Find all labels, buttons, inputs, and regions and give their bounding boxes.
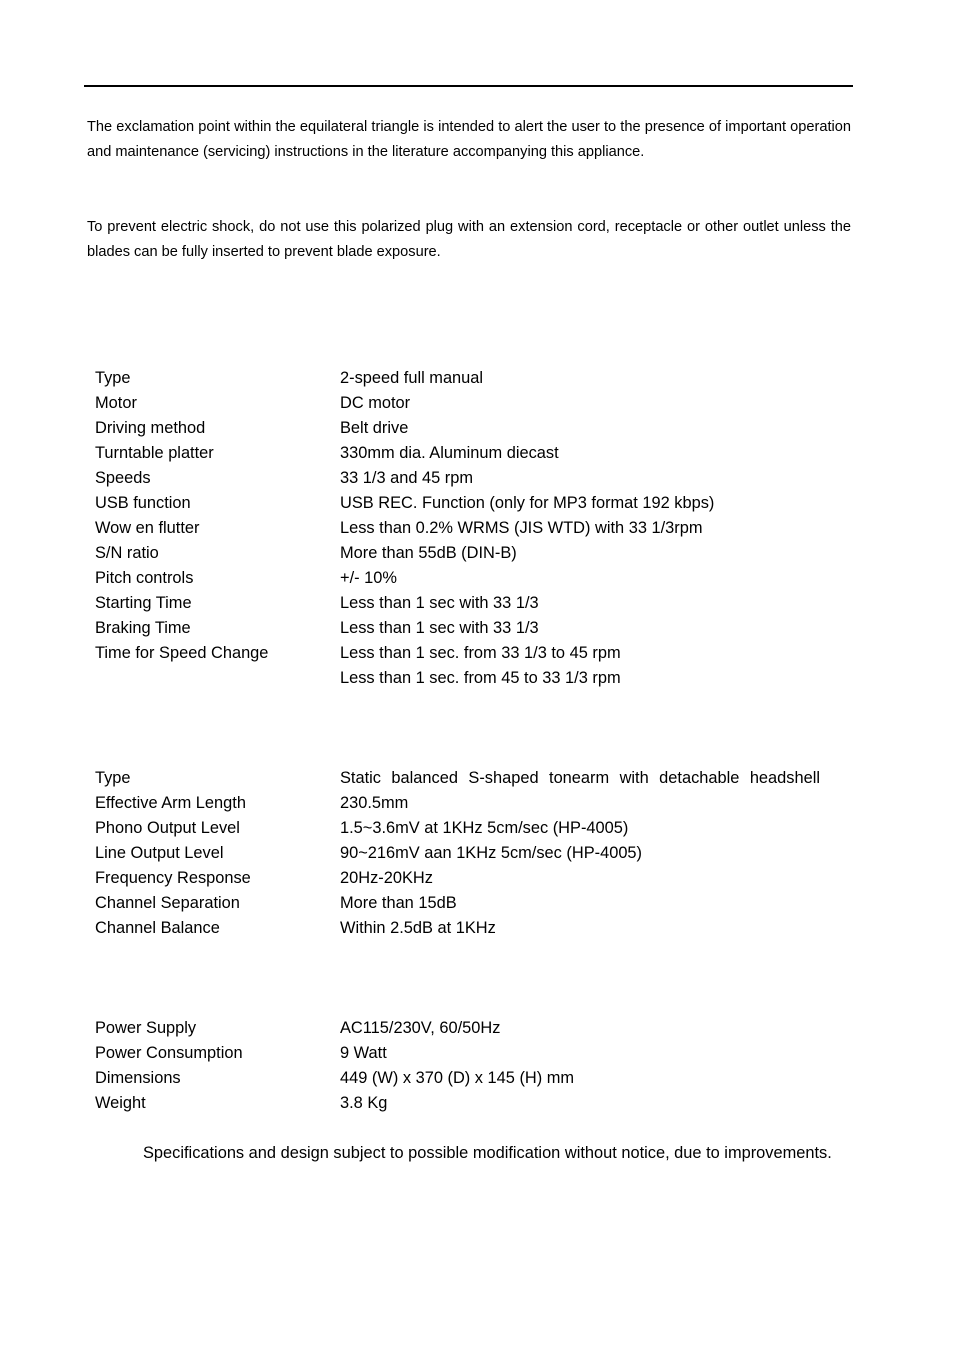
spec-value: 2-speed full manual — [340, 369, 484, 387]
spec-row — [95, 841, 820, 866]
spec-label: Weight — [95, 1094, 146, 1112]
spec-value: More than 15dB — [340, 894, 457, 912]
spec-value: USB REC. Function (only for MP3 format 192 kbps) — [340, 494, 715, 512]
spec-row — [95, 1066, 820, 1091]
turntable-spec-table — [95, 366, 820, 691]
spec-row — [95, 591, 820, 616]
tonearm-spec-table — [95, 766, 820, 941]
spec-label: Speeds — [95, 469, 151, 487]
exclamation-notice: The exclamation point within the equilateral triangle is intended to alert the user to the presence of important operation and maintenance (servicing) instructions in the literature accompanying this appliance. — [87, 119, 851, 160]
spec-value: Belt drive — [340, 419, 409, 437]
spec-value: 9 Watt — [340, 1044, 387, 1062]
spec-label — [95, 666, 340, 691]
spec-row — [95, 891, 820, 916]
spec-label: S/N ratio — [95, 544, 159, 562]
spec-row — [95, 766, 820, 791]
spec-row — [95, 1016, 820, 1041]
spec-value: 1.5~3.6mV at 1KHz 5cm/sec (HP-4005) — [340, 819, 629, 837]
spec-label: Turntable platter — [95, 444, 214, 462]
top-divider — [84, 85, 853, 87]
spec-row — [95, 516, 820, 541]
spec-value: 230.5mm — [340, 794, 409, 812]
spec-row — [95, 866, 820, 891]
spec-row — [95, 1041, 820, 1066]
spec-label: Power Consumption — [95, 1044, 243, 1062]
spec-row — [95, 816, 820, 841]
spec-label: Channel Separation — [95, 894, 240, 912]
spec-value: More than 55dB (DIN-B) — [340, 544, 517, 562]
spec-label: Time for Speed Change — [95, 644, 269, 662]
spec-label: Type — [95, 369, 131, 387]
spec-row — [95, 641, 820, 666]
spec-value: Within 2.5dB at 1KHz — [340, 919, 496, 937]
spec-value: 33 1/3 and 45 rpm — [340, 469, 474, 487]
spec-value: 330mm dia. Aluminum diecast — [340, 444, 559, 462]
general-spec-table — [95, 1016, 820, 1116]
polarized-plug-notice: To prevent electric shock, do not use this polarized plug with an extension cord, receptacle or other outlet unless the blades can be fully inserted to prevent blade exposure. — [87, 219, 851, 260]
spec-label: Dimensions — [95, 1069, 181, 1087]
spec-value: +/- 10% — [340, 569, 397, 587]
spec-label: Channel Balance — [95, 919, 220, 937]
spec-label: Braking Time — [95, 619, 191, 637]
spec-row — [95, 791, 820, 816]
spec-value: Less than 0.2% WRMS (JIS WTD) with 33 1/3rpm — [340, 519, 703, 537]
spec-value: Static balanced S-shaped tonearm with detachable headshell — [340, 769, 820, 787]
spec-value: Less than 1 sec with 33 1/3 — [340, 619, 539, 637]
spec-value: DC motor — [340, 394, 411, 412]
spec-label: Effective Arm Length — [95, 794, 246, 812]
spec-label: Power Supply — [95, 1019, 197, 1037]
spec-row — [95, 366, 820, 391]
spec-label: Frequency Response — [95, 869, 251, 887]
spec-value: 3.8 Kg — [340, 1094, 388, 1112]
spec-label: Line Output Level — [95, 844, 224, 862]
spec-label: USB function — [95, 494, 191, 512]
spec-label: Motor — [95, 394, 137, 412]
spec-row — [95, 416, 820, 441]
modification-footnote: Specifications and design subject to possible modification without notice, due to improvements. — [143, 1144, 832, 1162]
spec-value: 90~216mV aan 1KHz 5cm/sec (HP-4005) — [340, 844, 643, 862]
spec-row — [95, 616, 820, 641]
spec-value: 449 (W) x 370 (D) x 145 (H) mm — [340, 1069, 575, 1087]
spec-label: Driving method — [95, 419, 206, 437]
spec-label: Phono Output Level — [95, 819, 240, 837]
spec-value: Less than 1 sec. from 45 to 33 1/3 rpm — [340, 669, 621, 687]
spec-row — [95, 391, 820, 416]
spec-value: Less than 1 sec. from 33 1/3 to 45 rpm — [340, 644, 621, 662]
spec-row — [95, 441, 820, 466]
spec-label: Wow en flutter — [95, 519, 200, 537]
spec-row — [95, 566, 820, 591]
spec-label: Type — [95, 769, 131, 787]
spec-value: Less than 1 sec with 33 1/3 — [340, 594, 539, 612]
spec-row — [95, 1091, 820, 1116]
spec-label: Starting Time — [95, 594, 192, 612]
spec-label: Pitch controls — [95, 569, 194, 587]
spec-row — [95, 466, 820, 491]
spec-row — [95, 541, 820, 566]
spec-row — [95, 916, 820, 941]
spec-row — [95, 491, 820, 516]
spec-value: AC115/230V, 60/50Hz — [340, 1019, 501, 1037]
spec-value: 20Hz-20KHz — [340, 869, 433, 887]
spec-row — [95, 666, 820, 691]
